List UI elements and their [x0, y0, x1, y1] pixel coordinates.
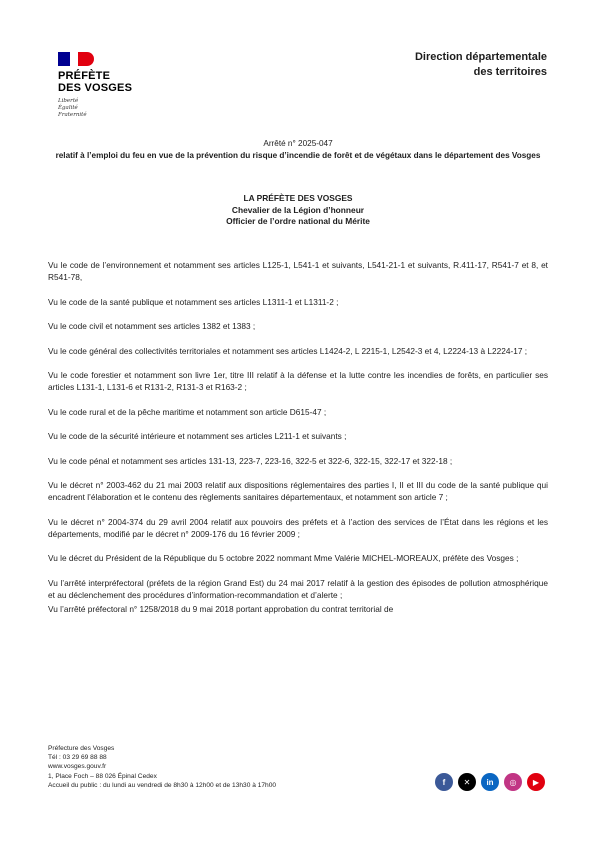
motto-liberte: Liberté — [58, 98, 79, 104]
logo-line-1: PRÉFÈTE — [58, 70, 111, 82]
facebook-icon[interactable]: f — [435, 773, 453, 791]
visa-paragraph: Vu le code pénal et notamment ses articles 131-13, 223-7, 223-16, 322-5 et 322-6, 322-15, 322-17 et 322-18 ; — [48, 455, 453, 466]
visa-paragraph: Vu le code de la sécurité intérieure et notamment ses articles L211-1 et suivants ; — [48, 431, 347, 441]
footer-address: 1, Place Foch – 88 026 Épinal Cedex — [48, 772, 157, 780]
footer-opening-hours: Accueil du public : du lundi au vendredi de 8h30 à 12h00 et de 13h30 à 17h00 — [48, 781, 277, 789]
logo-line-2: DES VOSGES — [58, 82, 133, 94]
motto-fraternite: Fraternité — [58, 112, 87, 118]
visa-paragraph: Vu le code rural et de la pêche maritime et notamment son article D615-47 ; — [48, 406, 327, 417]
decree-number: Arrêté n° 2025-047 — [263, 139, 333, 148]
visa-paragraph: Vu le code de la santé publique et notamment ses articles L1311-1 et L1311-2 ; — [48, 296, 339, 307]
visa-paragraph: Vu l’arrêté interpréfectoral (préfets de la région Grand Est) du 24 mai 2017 relatif à la gestion des épisodes de pollution atmosphérique et au déclenchement des procédures d’information-recommandation et d’alerte ; — [48, 577, 548, 600]
prefet-heading — [48, 193, 548, 228]
logo-motto — [58, 98, 148, 119]
visa-paragraph: Vu l’arrêté préfectoral n° 1258/2018 du 9 mai 2018 portant approbation du contrat territorial de — [48, 603, 394, 614]
decree-title — [48, 138, 548, 161]
prefet-name: LA PRÉFÈTE DES VOSGES — [243, 193, 353, 203]
visa-paragraph: Vu le code général des collectivités territoriales et notamment ses articles L1424-2, L 2215-1, L2542-3 et 4, L2224-13 à L2224-17 ; — [48, 345, 528, 356]
linkedin-icon[interactable]: in — [481, 773, 499, 791]
x-icon[interactable]: ✕ — [458, 773, 476, 791]
visa-paragraph: Vu le code de l’environnement et notamment ses articles L125-1, L541-1 et suivants, L541-21-1 et suivants, R.411-17, R541-7 et 8, et R541-78, — [48, 260, 548, 282]
footer-website-link[interactable]: www.vosges.gouv.fr — [48, 763, 107, 771]
prefecture-logo — [58, 52, 148, 119]
footer-contact — [48, 744, 276, 790]
issuing-direction — [415, 50, 547, 80]
visa-paragraph: Vu le décret n° 2003-462 du 21 mai 2003 relatif aux dispositions réglementaires des parties I, II et III du code de la santé publique qui encadrent l’élaboration et le contenu des règlements sanitaires départementaux, et notamment son article 7 ; — [48, 480, 548, 502]
visa-paragraph: Vu le décret du Président de la République du 5 octobre 2022 nommant Mme Valérie MICHEL-MOREAUX, préfète des Vosges ; — [48, 553, 519, 563]
instagram-icon[interactable]: ◎ — [504, 773, 522, 791]
direction-line-1: Direction départementale — [414, 51, 547, 63]
prefet-distinction-1: Chevalier de la Légion d’honneur — [231, 204, 365, 215]
visas-list — [48, 259, 548, 627]
visa-paragraph: Vu le décret n° 2004-374 du 29 avril 2004 relatif aux pouvoirs des préfets et à l’action des services de l’État dans les régions et les départements, modifié par le décret n° 2009-176 du 16 février 2009 ; — [48, 516, 548, 539]
prefet-distinction-2: Officier de l’ordre national du Mérite — [226, 216, 370, 226]
youtube-icon[interactable]: ▶ — [527, 773, 545, 791]
social-links — [435, 773, 545, 791]
footer-phone: Tél : 03 29 69 88 88 — [48, 754, 107, 762]
motto-egalite: Égalité — [58, 105, 78, 111]
footer-prefecture: Préfecture des Vosges — [48, 745, 115, 752]
direction-line-2: des territoires — [473, 66, 547, 78]
marianne-flag-icon — [58, 52, 94, 66]
visa-paragraph: Vu le code forestier et notamment son livre 1er, titre III relatif à la défense et la lutte contre les incendies de forêts, en particulier ses articles L131-1, L131-6 et R131-2, R131-3 et R163-2 ; — [48, 370, 548, 392]
logo-title — [58, 70, 148, 94]
visa-paragraph: Vu le code civil et notamment ses articles 1382 et 1383 ; — [48, 321, 256, 331]
decree-object: relatif à l’emploi du feu en vue de la prévention du risque d’incendie de forêt et de végétaux dans le département des Vosges — [55, 150, 541, 160]
